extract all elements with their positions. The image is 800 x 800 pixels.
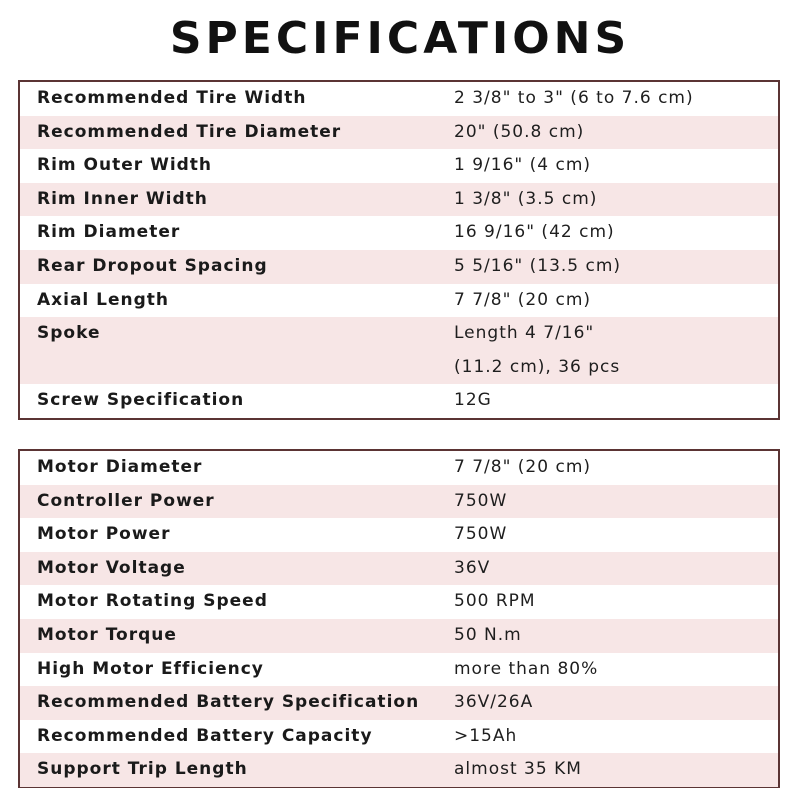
spec-value: Length 4 7/16" bbox=[454, 323, 595, 344]
spec-value: almost 35 KM bbox=[454, 759, 582, 780]
spec-value-line2: (11.2 cm), 36 pcs bbox=[454, 356, 621, 377]
spec-label: Screw Specification bbox=[37, 390, 245, 411]
spec-label: Recommended Tire Diameter bbox=[37, 121, 342, 142]
spec-label: Axial Length bbox=[37, 289, 170, 310]
spec-label: Motor Voltage bbox=[37, 557, 186, 578]
spec-value: 20" (50.8 cm) bbox=[454, 121, 585, 142]
spec-value: more than 80% bbox=[454, 658, 599, 679]
spec-value: 7 7/8" (20 cm) bbox=[454, 289, 592, 310]
spec-row bbox=[20, 485, 778, 519]
spec-label: Support Trip Length bbox=[37, 759, 248, 780]
spec-label: Rear Dropout Spacing bbox=[37, 255, 268, 276]
spec-row bbox=[20, 753, 778, 787]
spec-row bbox=[20, 653, 778, 687]
spec-value: 12G bbox=[454, 390, 492, 411]
spec-row bbox=[20, 149, 778, 183]
spec-row bbox=[20, 116, 778, 150]
spec-row bbox=[20, 82, 778, 116]
spec-label: High Motor Efficiency bbox=[37, 658, 264, 679]
spec-value: 16 9/16" (42 cm) bbox=[454, 222, 615, 243]
spec-label: Rim Diameter bbox=[37, 222, 181, 243]
spec-label: Controller Power bbox=[37, 490, 215, 511]
spec-row bbox=[20, 384, 778, 418]
page-title: SPECIFICATIONS bbox=[169, 13, 631, 64]
spec-value: 750W bbox=[454, 490, 508, 511]
spec-value: 2 3/8" to 3" (6 to 7.6 cm) bbox=[454, 88, 694, 108]
spec-label: Recommended Tire Width bbox=[37, 88, 307, 108]
spec-label: Recommended Battery Specification bbox=[37, 692, 420, 713]
spec-label: Motor Power bbox=[37, 524, 171, 545]
wheel-spec-table bbox=[18, 80, 780, 420]
spec-row bbox=[20, 518, 778, 552]
motor-spec-table bbox=[18, 449, 780, 788]
spec-row bbox=[20, 619, 778, 653]
spec-label: Rim Inner Width bbox=[37, 188, 208, 209]
spec-value: 7 7/8" (20 cm) bbox=[454, 457, 592, 477]
spec-row bbox=[20, 317, 778, 384]
spec-row bbox=[20, 552, 778, 586]
spec-value: 750W bbox=[454, 524, 508, 545]
spec-row bbox=[20, 250, 778, 284]
spec-value: 36V bbox=[454, 557, 491, 578]
spec-row bbox=[20, 183, 778, 217]
spec-label: Recommended Battery Capacity bbox=[37, 725, 373, 746]
spec-value: >15Ah bbox=[454, 725, 518, 746]
spec-value: 50 N.m bbox=[454, 624, 522, 645]
spec-value: 36V/26A bbox=[454, 692, 534, 713]
spec-row bbox=[20, 585, 778, 619]
spec-label: Motor Rotating Speed bbox=[37, 591, 268, 612]
spec-label: Rim Outer Width bbox=[37, 155, 213, 176]
spec-row bbox=[20, 284, 778, 318]
spec-label: Motor Diameter bbox=[37, 457, 203, 477]
spec-value: 5 5/16" (13.5 cm) bbox=[454, 255, 622, 276]
spec-row bbox=[20, 451, 778, 485]
spec-row bbox=[20, 686, 778, 720]
spec-row bbox=[20, 216, 778, 250]
spec-row bbox=[20, 720, 778, 754]
spec-label: Motor Torque bbox=[37, 624, 177, 645]
spec-label: Spoke bbox=[37, 323, 101, 344]
spec-value: 1 9/16" (4 cm) bbox=[454, 155, 592, 176]
spec-value: 1 3/8" (3.5 cm) bbox=[454, 188, 598, 209]
spec-value: 500 RPM bbox=[454, 591, 536, 612]
